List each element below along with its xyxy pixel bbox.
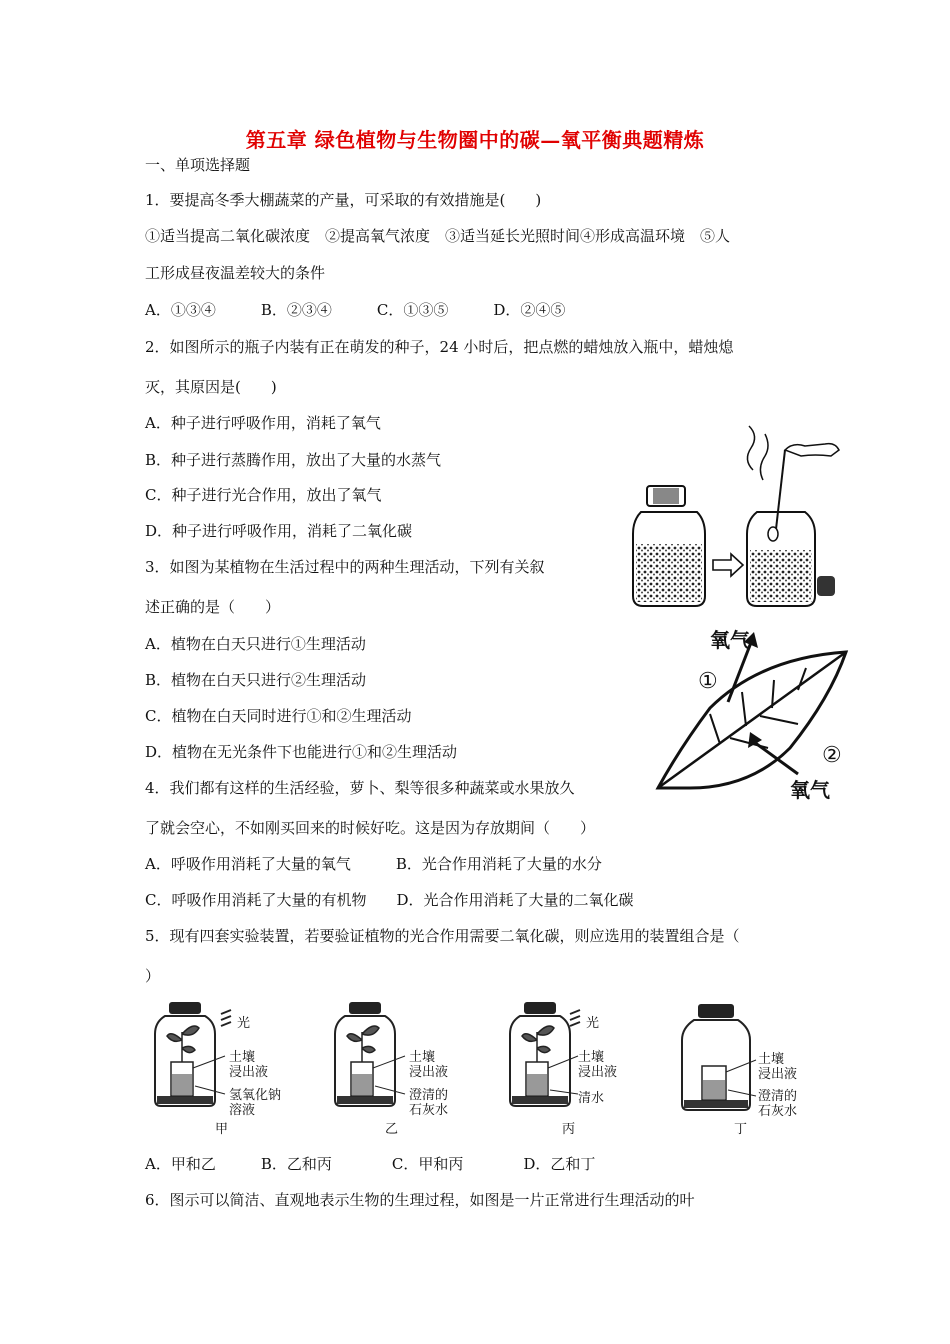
q5-line2: ） (145, 967, 161, 985)
caption-bing: 丙 (562, 1122, 576, 1137)
apparatus-jia (145, 1000, 295, 1136)
q6-stem: 6．图示可以简洁、直观地表示生物的生理过程，如图是一片正常进行生理活动的叶 (145, 1191, 695, 1209)
apparatus-bing (500, 1000, 650, 1136)
q3-stem: 3．如图为某植物在生活过程中的两种生理活动，下列有关叙 (145, 558, 545, 576)
q1-options: A．①③④ B．②③④ C．①③⑤ D．②④⑤ (145, 301, 566, 319)
light-label-bing: 光 (586, 1016, 600, 1031)
q3-option-c: C．植物在白天同时进行①和②生理活动 (145, 707, 412, 725)
q5-stem: 5．现有四套实验装置，若要验证植物的光合作用需要二氧化碳，则应选用的装置组合是（ (145, 927, 740, 945)
label-water-bing: 清水 (578, 1091, 605, 1106)
label-extract-ding: 浸出液 (758, 1067, 798, 1082)
q3-line2: 述正确的是（ ） (145, 598, 281, 616)
section-heading: 一、单项选择题 (145, 156, 251, 174)
label-soil-ding: 土壤 (758, 1052, 785, 1067)
label-solution-jia: 氢氧化钠 (229, 1088, 282, 1103)
label-soil-yi: 土壤 (409, 1050, 436, 1065)
q2-stem: 2．如图所示的瓶子内装有正在萌发的种子，24 小时后，把点燃的蜡烛放入瓶中，蜡烛熄 (145, 338, 734, 356)
marker-1: ① (698, 669, 718, 694)
q4-options-cd: C．呼吸作用消耗了大量的有机物 D．光合作用消耗了大量的二氧化碳 (145, 891, 634, 909)
q2-option-d: D．种子进行呼吸作用，消耗了二氧化碳 (145, 522, 413, 540)
right-jar (747, 426, 839, 606)
apparatus-yi (325, 1000, 475, 1136)
label-extract-jia: 浸出液 (229, 1065, 269, 1080)
q3-option-d: D．植物在无光条件下也能进行①和②生理活动 (145, 743, 458, 761)
label-solution-yi: 澄清的 (409, 1088, 449, 1103)
arrow-icon (713, 554, 743, 576)
q2-option-c: C．种子进行光合作用，放出了氧气 (145, 486, 382, 504)
oxygen-label-bottom: 氧气 (790, 778, 830, 802)
q3-option-b: B．植物在白天只进行②生理活动 (145, 671, 367, 689)
caption-ding: 丁 (734, 1122, 748, 1137)
seed-jar-figure (625, 420, 845, 612)
left-jar (633, 486, 705, 606)
label-solution2-jia: 溶液 (229, 1103, 256, 1118)
label-solution2-yi: 石灰水 (409, 1103, 449, 1118)
q4-line2: 了就会空心，不如刚买回来的时候好吃。这是因为存放期间（ ） (145, 819, 596, 837)
leaf-figure (650, 628, 850, 812)
q2-option-a: A．种子进行呼吸作用，消耗了氧气 (145, 414, 381, 432)
label-soil-jia: 土壤 (229, 1050, 256, 1065)
q1-stem: 1．要提高冬季大棚蔬菜的产量，可采取的有效措施是( ) (145, 191, 542, 209)
page-title: 第五章 绿色植物与生物圈中的碳—氧平衡典题精炼 (245, 128, 705, 152)
label-soil-bing: 土壤 (578, 1050, 605, 1065)
label-extract-yi: 浸出液 (409, 1065, 449, 1080)
oxygen-label-top: 氧气 (710, 628, 750, 652)
q1-line2: ①适当提高二氧化碳浓度 ②提高氧气浓度 ③适当延长光照时间④形成高温环境 ⑤人 (145, 227, 731, 245)
light-label-jia: 光 (237, 1016, 251, 1031)
q4-options-ab: A．呼吸作用消耗了大量的氧气 B．光合作用消耗了大量的水分 (145, 855, 602, 873)
label-solution2-ding: 石灰水 (758, 1104, 798, 1119)
caption-jia: 甲 (215, 1122, 229, 1137)
label-solution-ding: 澄清的 (758, 1089, 798, 1104)
label-extract-bing: 浸出液 (578, 1065, 618, 1080)
apparatus-ding (676, 1000, 816, 1136)
q1-line3: 工形成昼夜温差较大的条件 (145, 264, 326, 282)
marker-2: ② (822, 743, 842, 768)
caption-yi: 乙 (385, 1122, 399, 1137)
q4-stem: 4．我们都有这样的生活经验，萝卜、梨等很多种蔬菜或水果放久 (145, 779, 575, 797)
q3-option-a: A．植物在白天只进行①生理活动 (145, 635, 366, 653)
q2-option-b: B．种子进行蒸腾作用，放出了大量的水蒸气 (145, 451, 442, 469)
q2-line2: 灭，其原因是( ) (145, 378, 277, 396)
q5-options: A．甲和乙 B．乙和丙 C．甲和丙 D．乙和丁 (145, 1155, 596, 1173)
